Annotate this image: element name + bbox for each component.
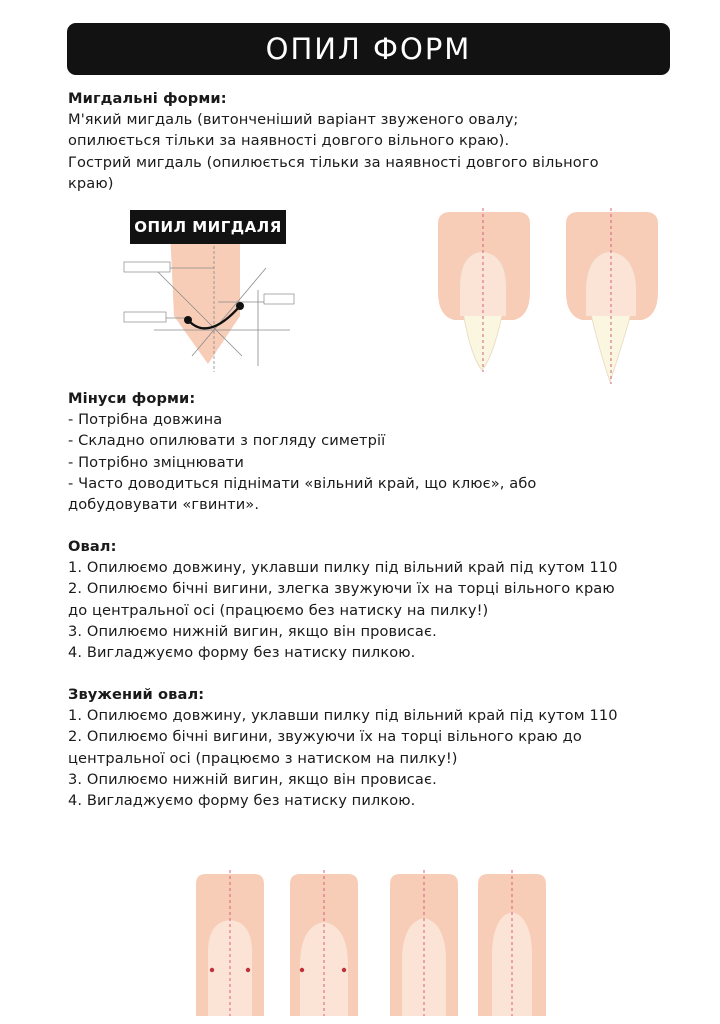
minuses-line: - Потрібно зміцнювати bbox=[68, 453, 244, 471]
page-title: ОПИЛ ФОРМ bbox=[265, 32, 472, 66]
almond-line: краю) bbox=[68, 174, 114, 192]
narrow-oval-line: 4. Вигладжуємо форму без натиску пилкою. bbox=[68, 792, 416, 810]
narrow-oval-nail-illustration-2 bbox=[472, 866, 552, 1016]
narrow-oval-line: 3. Опилюємо нижній вигин, якщо він провисає. bbox=[68, 770, 437, 788]
minuses-line: - Потрібна довжина bbox=[68, 411, 223, 429]
almond-filing-diagram bbox=[118, 206, 298, 374]
minuses-line: - Складно опилювати з погляду симетрії bbox=[68, 432, 386, 450]
narrow-oval-line: 2. Опилюємо бічні вигини, звужуючи їх на торці вільного краю до bbox=[68, 728, 582, 746]
narrow-oval-line: 1. Опилюємо довжину, уклавши пилку під вільний край під кутом 110 bbox=[68, 707, 618, 725]
narrow-oval-section bbox=[68, 684, 668, 811]
minuses-line: - Часто доводиться піднімати «вільний край, що клює», або bbox=[68, 474, 537, 492]
oval-section bbox=[68, 536, 668, 663]
almond-section bbox=[68, 88, 668, 194]
soft-almond-nail-illustration bbox=[434, 206, 534, 374]
oval-line: 3. Опилюємо нижній вигин, якщо він провисає. bbox=[68, 622, 437, 640]
oval-line: до центральної осі (працюємо без натиску на пилку!) bbox=[68, 601, 489, 619]
narrow-oval-heading: Звужений овал: bbox=[68, 686, 205, 703]
page-title-bar bbox=[67, 23, 670, 75]
oval-line: 4. Вигладжуємо форму без натиску пилкою. bbox=[68, 644, 416, 662]
almond-line: опилюється тільки за наявності довгого вільного краю). bbox=[68, 132, 510, 150]
oval-line: 2. Опилюємо бічні вигини, злегка звужуючи їх на торці вільного краю bbox=[68, 580, 615, 598]
almond-line: Гострий мигдаль (опилюється тільки за наявності довгого вільного bbox=[68, 153, 599, 171]
almond-heading: Мигдальні форми: bbox=[68, 90, 227, 107]
narrow-oval-line: центральної осі (працюємо з натиском на пилку!) bbox=[68, 749, 458, 767]
minuses-line: добудовувати «гвинти». bbox=[68, 496, 260, 514]
oval-heading: Овал: bbox=[68, 538, 117, 555]
oval-line: 1. Опилюємо довжину, уклавши пилку під вільний край під кутом 110 bbox=[68, 559, 618, 577]
minuses-section bbox=[68, 388, 668, 515]
diagram-label: ОПИЛ МИГДАЛЯ bbox=[134, 218, 282, 236]
sharp-almond-nail-illustration bbox=[562, 206, 662, 386]
narrow-oval-nail-illustration-1 bbox=[384, 866, 464, 1016]
oval-nail-illustration-2 bbox=[284, 866, 364, 1016]
minuses-heading: Мінуси форми: bbox=[68, 390, 196, 407]
oval-nail-illustration-1 bbox=[190, 866, 270, 1016]
almond-line: М'який мигдаль (витонченіший варіант звуженого овалу; bbox=[68, 111, 519, 129]
